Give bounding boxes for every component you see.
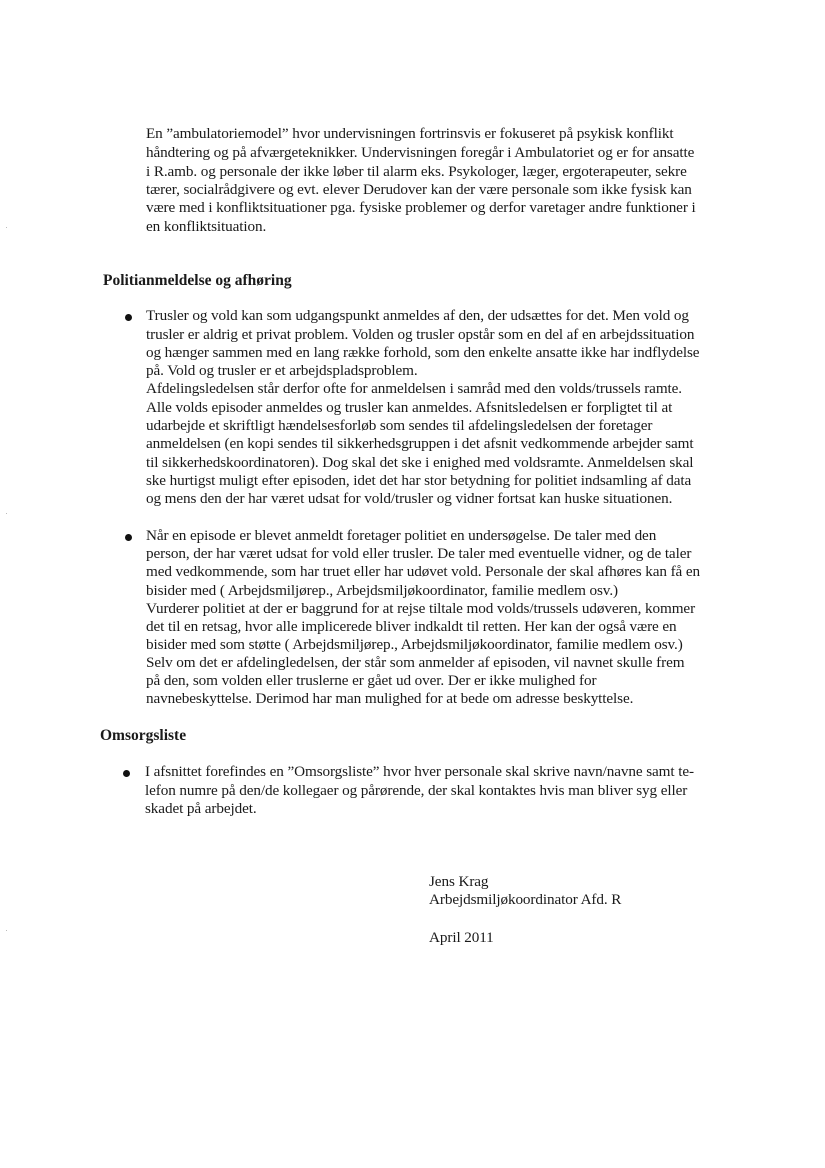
bullet-icon <box>123 770 130 777</box>
paragraph-line: på den, som volden eller truslerne er gået ud over. Der er ikke mulighed for <box>146 672 597 689</box>
signature-name: Jens Krag <box>429 873 489 890</box>
paragraph-line: ske hurtigst muligt efter episoden, idet det har stor betydning for politiet indsamling af data <box>146 472 692 489</box>
intro-line: være med i konfliktsituationer pga. fysiske problemer og derfor varetager andre funktioner i <box>146 199 696 216</box>
paragraph-line: anmeldelsen (en kopi sendes til sikkerhedsgruppen i det afsnit vedkommende arbejder samt <box>146 435 694 452</box>
intro-line: tærer, socialrådgivere og evt. elever Derudover kan der være personale som ikke fysisk kan <box>146 181 692 198</box>
bullet-icon <box>125 314 132 321</box>
section-heading-omsorgsliste: Omsorgsliste <box>100 727 187 744</box>
paragraph-line: person, der har været udsat for vold eller trusler. De taler med eventuelle vidner, og de taler <box>146 545 692 562</box>
intro-line: en konfliktsituation. <box>146 218 267 235</box>
paragraph-line: bisider med som støtte ( Arbejdsmiljørep., Arbejdsmiljøkoordinator, familie medlem osv.) <box>146 636 683 653</box>
paragraph-line: I afsnittet forefindes en ”Omsorgsliste” hvor hver personale skal skrive navn/navne samt te- <box>145 763 694 780</box>
paragraph-line: Når en episode er blevet anmeldt foretager politiet en undersøgelse. De taler med den <box>146 527 657 544</box>
paragraph-line: Vurderer politiet at der er baggrund for at rejse tiltale mod volds/trussels udøveren, kommer <box>146 600 696 617</box>
paragraph-line: og hænger sammen med en lang række forhold, som den enkelte ansatte ikke har indflydelse <box>146 344 700 361</box>
scan-mark <box>6 513 7 514</box>
paragraph-line: skadet på arbejdet. <box>145 800 257 817</box>
paragraph-line: på. Vold og trusler er et arbejdspladsproblem. <box>146 362 418 379</box>
section-heading-politianmeldelse: Politianmeldelse og afhøring <box>103 272 292 289</box>
paragraph-line: Selv om det er afdelingledelsen, der står som anmelder af episoden, vil navnet skulle frem <box>146 654 685 671</box>
paragraph-line: til sikkerhedskoordinatoren). Dog skal det ske i enighed med voldsramte. Anmeldelsen skal <box>146 454 694 471</box>
paragraph-line: og mens den der har været udsat for vold/trusler og vidner fortsat kan huske situationen. <box>146 490 673 507</box>
signature-title: Arbejdsmiljøkoordinator Afd. R <box>429 891 622 908</box>
intro-line: håndtering og på afværgeteknikker. Undervisningen foregår i Ambulatoriet og er for ansatte <box>146 144 695 161</box>
paragraph-line: bisider med ( Arbejdsmiljørep., Arbejdsmiljøkoordinator, familie medlem osv.) <box>146 582 618 599</box>
paragraph-line: med vedkommende, som har truet eller har udøvet vold. Personale der skal afhøres kan få en <box>146 563 701 580</box>
scan-mark <box>6 930 7 931</box>
paragraph-line: Trusler og vold kan som udgangspunkt anmeldes af den, der udsættes for det. Men vold og <box>146 307 689 324</box>
signature-date: April 2011 <box>429 929 494 946</box>
paragraph-line: Afdelingsledelsen står derfor ofte for anmeldelsen i samråd med den volds/trussels ramte. <box>146 380 682 397</box>
paragraph-line: det til en retsag, hvor alle implicerede bliver indkaldt til retten. Her kan der også være en <box>146 618 677 635</box>
paragraph-line: udarbejde et skriftligt hændelsesforløb som sendes til afdelingsledelsen der foretager <box>146 417 653 434</box>
bullet-icon <box>125 534 132 541</box>
paragraph-line: Alle volds episoder anmeldes og trusler kan anmeldes. Afsnitsledelsen er forpligtet til at <box>146 399 673 416</box>
scan-mark <box>6 227 7 228</box>
paragraph-line: navnebeskyttelse. Derimod har man mulighed for at bede om adresse beskyttelse. <box>146 690 634 707</box>
paragraph-line: lefon numre på den/de kollegaer og pårørende, der skal kontaktes hvis man bliver syg eller <box>145 782 688 799</box>
intro-line: i R.amb. og personale der ikke løber til alarm eks. Psykologer, læger, ergoterapeuter, sekre <box>146 163 687 180</box>
intro-line: En ”ambulatoriemodel” hvor undervisningen fortrinsvis er fokuseret på psykisk konflikt <box>146 125 674 142</box>
paragraph-line: trusler er aldrig et privat problem. Volden og trusler opstår som en del af en arbejdssituation <box>146 326 695 343</box>
